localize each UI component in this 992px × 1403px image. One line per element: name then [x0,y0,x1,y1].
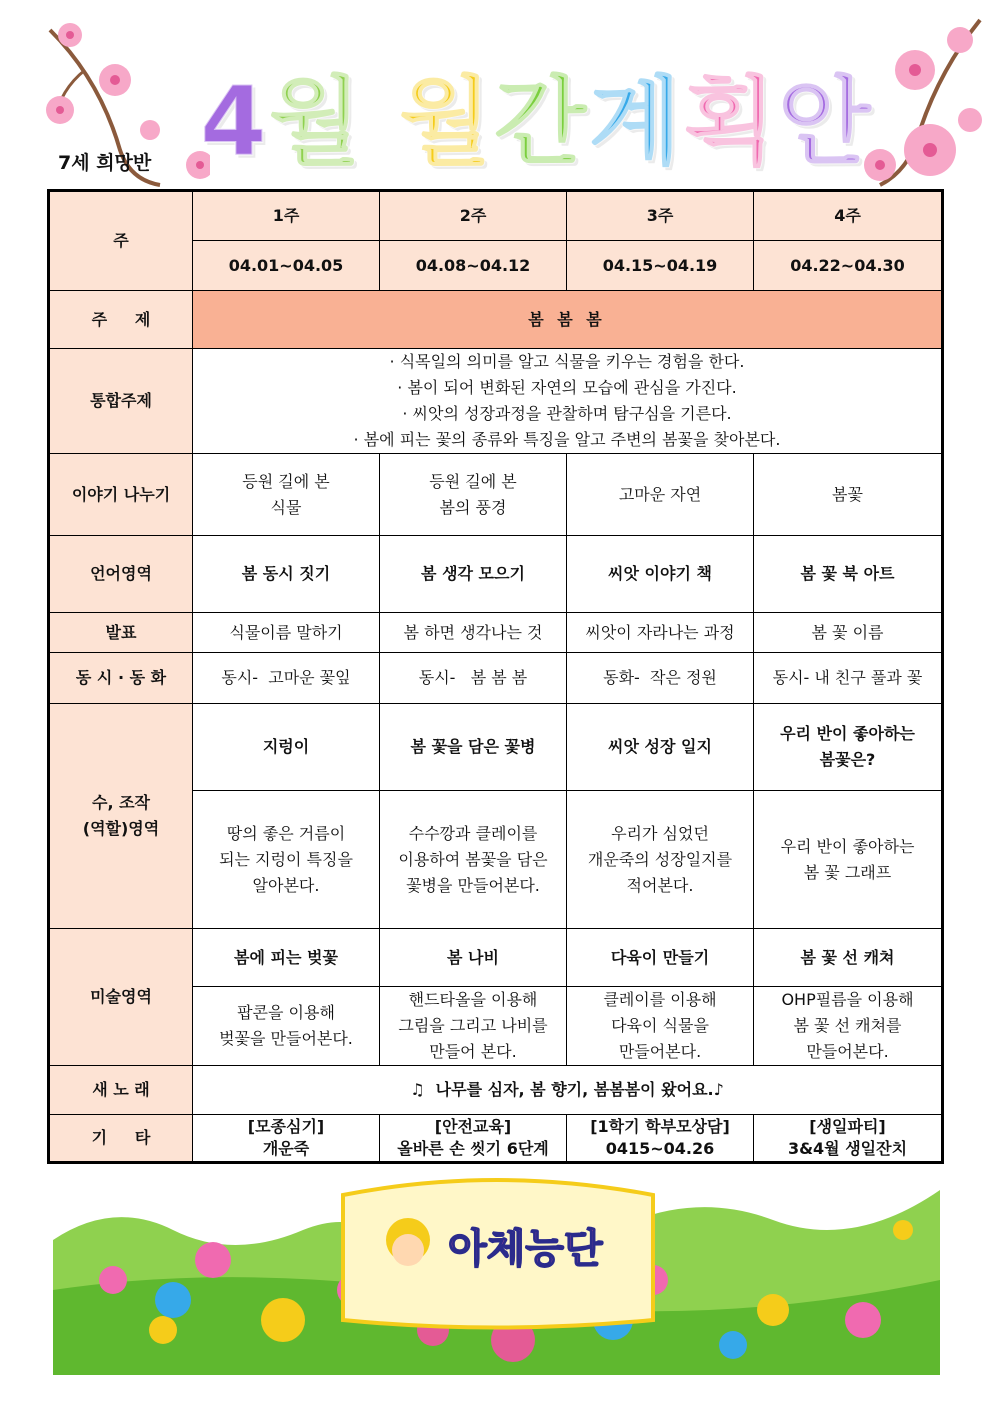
goal-item: · 봄에 피는 꽃의 종류와 특징을 알고 주변의 봄꽃을 찾아본다. [353,430,781,449]
presentation-row [49,613,943,653]
cell-line: 땅의 좋은 거름이 [226,823,346,843]
title-char: 계 [588,66,682,178]
art-desc-week-2 [380,987,567,1066]
talk-week-1 [193,454,380,536]
cell-line: 봄 꽃을 담은 꽃병 [410,737,536,756]
poem-week-2: 동시- 봄 봄 봄 [380,653,567,704]
cell-line: 핸드타올을 이용해 [408,990,538,1009]
art-label: 미술영역 [49,929,193,1066]
art-title-row [49,929,943,987]
cell-line: 3&4월 생일잔치 [787,1139,908,1158]
etc-week-4 [754,1115,943,1163]
cell-line: 팝콘을 이용해 [237,1003,335,1022]
theme-label: 주 제 [49,291,193,349]
title-char: 획 [683,66,776,178]
goal-item: · 식목일의 의미를 알고 식물을 키우는 경험을 한다. [389,352,745,371]
cell-line: 이용하여 봄꽃을 담은 [398,849,548,869]
week-2-header: 2주 [380,191,567,241]
cell-line: [1학기 학부모상담] [590,1117,730,1136]
page-header [0,0,992,190]
cell-line: 씨앗 성장 일지 [608,737,712,756]
cell-line: 등원 길에 본 [429,471,517,491]
art-desc-week-4 [754,987,943,1066]
art-title-week-4: 봄 꽃 선 캐쳐 [754,929,943,987]
title-char: 간 [493,66,587,178]
cell-line: 0415~04.26 [605,1139,715,1158]
cell-line: [모종심기] [247,1117,325,1136]
song-value: ♫ 나무를 심자, 봄 향기, 봄봄봄이 왔어요.♪ [193,1066,943,1115]
week-3-header: 3주 [567,191,754,241]
talk-week-3 [567,454,754,536]
theme-row [49,291,943,349]
cell-line: 꽃병을 만들어본다. [406,875,540,895]
week-row [49,191,943,241]
cell-line: 알아본다. [252,875,320,895]
cell-line: 우리 반이 좋아하는 [780,724,915,743]
monthly-plan-table [47,189,944,1164]
cell-line: 개운죽 [262,1139,310,1158]
goal-item: · 봄이 되어 변화된 자연의 모습에 관심을 가진다. [397,378,737,397]
etc-week-3 [567,1115,754,1163]
goals-label: 통합주제 [49,349,193,454]
etc-row [49,1115,943,1163]
art-title-week-3: 다육이 만들기 [567,929,754,987]
math-desc-week-4 [754,791,943,929]
week-3-dates: 04.15~04.19 [567,241,754,291]
cell-line: 수수깡과 클레이를 [408,823,538,843]
cell-line: 봄 꽃 그래프 [803,862,892,882]
cell-line: 봄꽃은? [819,750,876,769]
cell-line: 우리가 심었던 [611,823,709,843]
cell-line: (역할)영역 [82,819,160,838]
art-title-week-2: 봄 나비 [380,929,567,987]
math-label [49,704,193,929]
title-char [364,74,397,170]
art-title-week-1: 봄에 피는 벚꽃 [193,929,380,987]
song-row [49,1066,943,1115]
poem-week-3: 동화- 작은 정원 [567,653,754,704]
language-week-1: 봄 동시 짓기 [193,536,380,613]
cell-line: 만들어본다. [806,1042,889,1061]
song-label: 새 노 래 [49,1066,193,1115]
cell-line: 등원 길에 본 [242,471,330,491]
cell-line: 우리 반이 좋아하는 [780,836,915,856]
cell-line: 개운죽의 성장일지를 [587,849,733,869]
cell-line: [안전교육] [434,1117,512,1136]
poem-label: 동 시 · 동 화 [49,653,193,704]
title-char: 안 [777,66,871,178]
week-1-header: 1주 [193,191,380,241]
footer-garden-illustration [53,1170,940,1375]
title-char: 4 [200,66,267,178]
cell-line: 만들어본다. [618,1042,702,1061]
week-4-header: 4주 [754,191,943,241]
week-1-dates: 04.01~04.05 [193,241,380,291]
presentation-week-2: 봄 하면 생각나는 것 [380,613,567,653]
etc-label: 기 타 [49,1115,193,1163]
math-title-week-3 [567,704,754,791]
cell-line: 다육이 식물을 [611,1016,709,1035]
cell-line: 고마운 자연 [618,484,702,504]
math-title-row [49,704,943,791]
math-title-week-1 [193,704,380,791]
cell-line: 봄 꽃 선 캐쳐를 [793,1016,902,1035]
cell-line: 만들어 본다. [429,1042,517,1061]
cell-line: [생일파티] [809,1117,886,1136]
cell-line: OHP필름을 이용해 [781,990,914,1009]
title-char: 월 [268,66,362,178]
goal-item: · 씨앗의 성장과정을 관찰하며 탐구심을 기른다. [402,404,732,423]
cell-line: 적어본다. [626,875,694,895]
week-4-dates: 04.22~04.30 [754,241,943,291]
presentation-week-1: 식물이름 말하기 [193,613,380,653]
poem-row [49,653,943,704]
week-header: 주 [49,191,193,291]
math-desc-week-2 [380,791,567,929]
art-desc-week-3 [567,987,754,1066]
logo-text: 아체능단 [448,1226,603,1272]
talk-week-2 [380,454,567,536]
goals-row [49,349,943,454]
week-2-dates: 04.08~04.12 [380,241,567,291]
cell-line: 식물 [270,497,302,517]
math-title-week-2 [380,704,567,791]
page-title [200,20,871,178]
cell-line: 그림을 그리고 나비를 [398,1016,548,1035]
cell-line: 되는 지렁이 특징을 [219,849,353,869]
presentation-week-3: 씨앗이 자라나는 과정 [567,613,754,653]
cell-line: 클레이를 이용해 [603,990,717,1009]
math-title-week-4 [754,704,943,791]
presentation-week-4: 봄 꽃 이름 [754,613,943,653]
cell-line: 지렁이 [262,737,310,756]
language-label: 언어영역 [49,536,193,613]
language-week-2: 봄 생각 모으기 [380,536,567,613]
cell-line: 봄꽃 [832,484,863,504]
goals-list [193,349,943,454]
poem-week-1: 동시- 고마운 꽃잎 [193,653,380,704]
art-desc-week-1 [193,987,380,1066]
talk-label: 이야기 나누기 [49,454,193,536]
cell-line: 수, 조작 [91,793,151,812]
etc-week-2 [380,1115,567,1163]
cell-line: 봄의 풍경 [439,497,507,517]
talk-week-4 [754,454,943,536]
cell-line: 올바른 손 씻기 6단계 [397,1139,549,1158]
etc-week-1 [193,1115,380,1163]
presentation-label: 발표 [49,613,193,653]
class-name-label: 7세 희망반 [58,152,152,174]
language-row [49,536,943,613]
talk-row [49,454,943,536]
cell-line: 벚꽃을 만들어본다. [219,1029,353,1048]
title-char: 월 [398,66,492,178]
language-week-3: 씨앗 이야기 책 [567,536,754,613]
poem-week-4: 동시- 내 친구 풀과 꽃 [754,653,943,704]
math-desc-week-3 [567,791,754,929]
theme-value: 봄 봄 봄 [193,291,943,349]
language-week-4: 봄 꽃 북 아트 [754,536,943,613]
math-desc-week-1 [193,791,380,929]
